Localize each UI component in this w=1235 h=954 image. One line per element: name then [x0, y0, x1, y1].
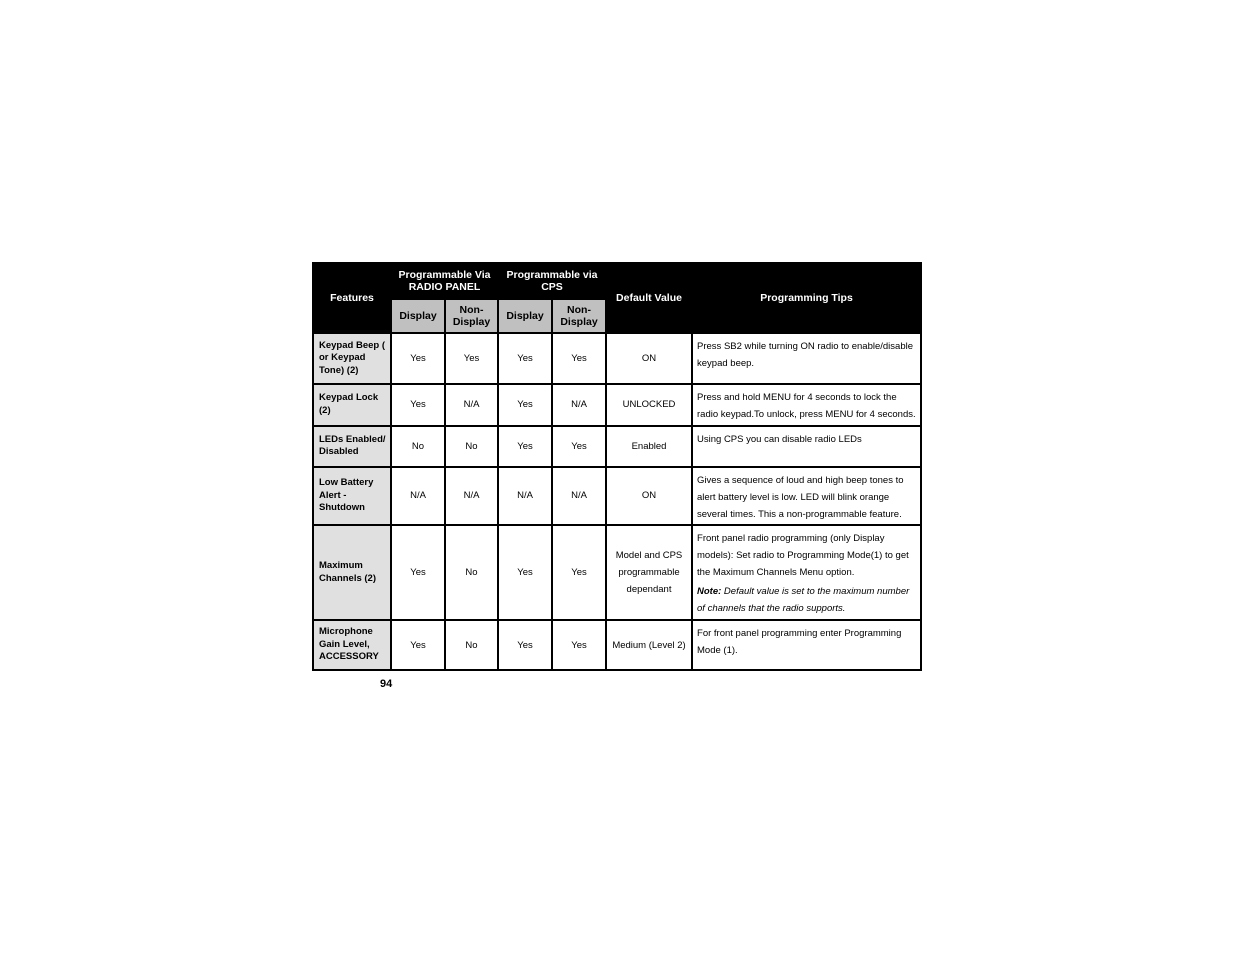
- table-row: [314, 334, 920, 383]
- page-number: 94: [380, 678, 393, 690]
- table-row: [314, 468, 920, 525]
- header-radio-panel: Programmable Via RADIO PANEL: [392, 264, 497, 298]
- feature-table-frame: [312, 262, 922, 671]
- rp-non-display-cell: No: [446, 526, 497, 619]
- default-value-cell: Medium (Level 2): [607, 621, 691, 669]
- note-text: Default value is set to the maximum number of channels that the radio supports.: [697, 586, 910, 615]
- feature-cell: Keypad Lock (2): [314, 385, 390, 425]
- feature-cell: Keypad Beep ( or Keypad Tone) (2): [314, 334, 390, 383]
- default-value-cell: Enabled: [607, 427, 691, 465]
- rp-display-cell: No: [392, 427, 444, 465]
- default-value-cell: UNLOCKED: [607, 385, 691, 425]
- subheader-cps-display: Display: [499, 300, 551, 332]
- table-row: [314, 427, 920, 465]
- tips-cell: Using CPS you can disable radio LEDs: [693, 427, 920, 465]
- default-value-cell: ON: [607, 334, 691, 383]
- rp-display-cell: Yes: [392, 334, 444, 383]
- rp-display-cell: Yes: [392, 526, 444, 619]
- feature-cell: LEDs Enabled/ Disabled: [314, 427, 390, 465]
- cps-non-display-cell: Yes: [553, 526, 605, 619]
- cps-non-display-cell: Yes: [553, 427, 605, 465]
- header-programming-tips: Programming Tips: [693, 264, 920, 332]
- default-value-cell: Model and CPS programmable dependant: [607, 526, 691, 619]
- cps-non-display-cell: N/A: [553, 385, 605, 425]
- note-line: [697, 583, 916, 617]
- header-cps: Programmable via CPS: [499, 264, 605, 298]
- feature-cell: Low Battery Alert - Shutdown: [314, 468, 390, 525]
- table-row: [314, 621, 920, 669]
- table-row: [314, 526, 920, 619]
- cps-non-display-cell: N/A: [553, 468, 605, 525]
- rp-non-display-cell: No: [446, 621, 497, 669]
- cps-display-cell: Yes: [499, 334, 551, 383]
- cps-display-cell: Yes: [499, 385, 551, 425]
- tips-text: Front panel radio programming (only Display models): Set radio to Programming Mode(1) to get the Maximum Channels Menu option.: [697, 533, 909, 579]
- tips-cell: Press SB2 while turning ON radio to enable/disable keypad beep.: [693, 334, 920, 383]
- feature-cell: Maximum Channels (2): [314, 526, 390, 619]
- feature-cell: Microphone Gain Level, ACCESSORY: [314, 621, 390, 669]
- subheader-rp-display: Display: [392, 300, 444, 332]
- header-features: Features: [314, 264, 390, 332]
- rp-display-cell: Yes: [392, 385, 444, 425]
- tips-cell: Press and hold MENU for 4 seconds to lock the radio keypad.To unlock, press MENU for 4 seconds.: [693, 385, 920, 425]
- rp-display-cell: N/A: [392, 468, 444, 525]
- rp-non-display-cell: No: [446, 427, 497, 465]
- cps-non-display-cell: Yes: [553, 334, 605, 383]
- tips-cell: For front panel programming enter Programming Mode (1).: [693, 621, 920, 669]
- cps-display-cell: Yes: [499, 526, 551, 619]
- cps-non-display-cell: Yes: [553, 621, 605, 669]
- rp-non-display-cell: N/A: [446, 468, 497, 525]
- cps-display-cell: Yes: [499, 621, 551, 669]
- header-default-value: Default Value: [607, 264, 691, 332]
- tips-cell: Gives a sequence of loud and high beep tones to alert battery level is low. LED will blink orange several times. This a non-programmable feature.: [693, 468, 920, 525]
- subheader-cps-non-display: Non-Display: [553, 300, 605, 332]
- rp-non-display-cell: N/A: [446, 385, 497, 425]
- table-row: [314, 385, 920, 425]
- note-label: Note:: [697, 586, 722, 598]
- cps-display-cell: N/A: [499, 468, 551, 525]
- default-value-cell: ON: [607, 468, 691, 525]
- subheader-rp-non-display: Non-Display: [446, 300, 497, 332]
- tips-cell: [693, 526, 920, 619]
- cps-display-cell: Yes: [499, 427, 551, 465]
- feature-table: [312, 262, 922, 671]
- rp-non-display-cell: Yes: [446, 334, 497, 383]
- rp-display-cell: Yes: [392, 621, 444, 669]
